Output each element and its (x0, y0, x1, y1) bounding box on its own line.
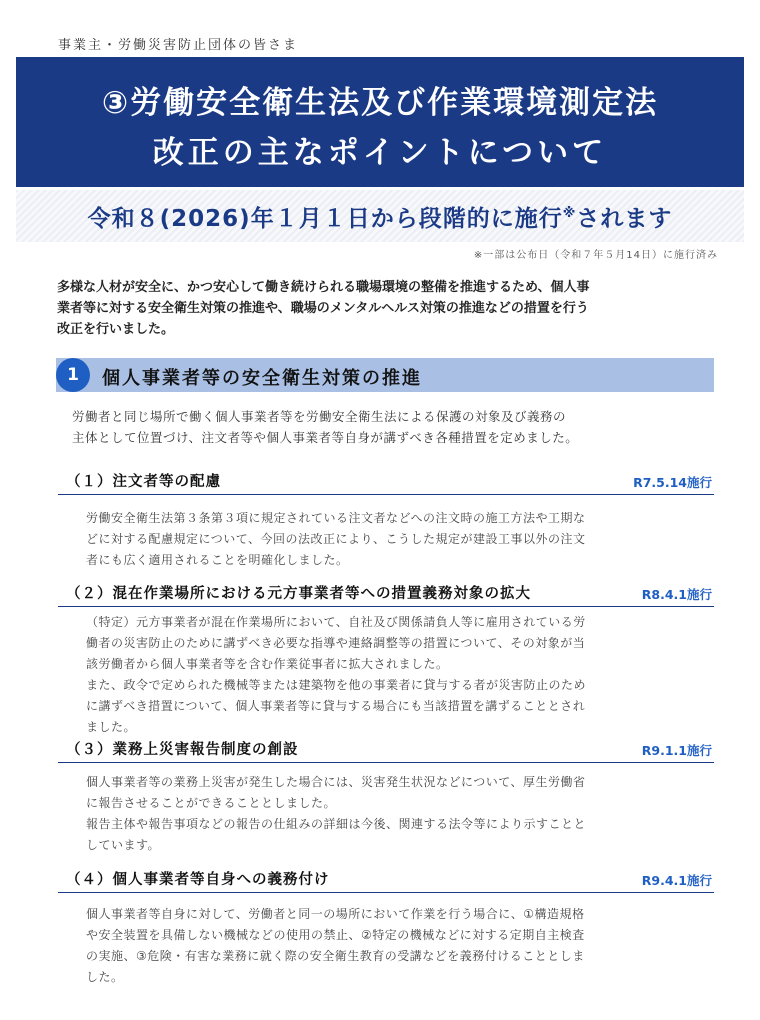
section-header (56, 358, 714, 392)
page-title-line1: ③労働安全衛生法及び作業環境測定法 (101, 85, 659, 121)
footnote-mark: ※ (562, 206, 577, 221)
body-line: 個人事業者等自身に対して、労働者と同一の場所において作業を行う場合に、①構造規格 (86, 907, 585, 921)
body-line: ました。 (86, 720, 137, 734)
subsection-title: （１）注文者等の配慮 (66, 474, 221, 490)
subsection-title: （３）業務上災害報告制度の創設 (66, 742, 299, 758)
subsection-title: （４）個人事業者等自身への義務付け (66, 872, 330, 888)
body-line: に講ずべき措置について、個人事業者等に貸与する場合にも当該措置を講ずることとされ (86, 699, 586, 713)
body-line: また、政令で定められた機械等または建築物を他の事業者に貸与する者が災害防止のため (86, 678, 587, 692)
section-number-badge: 1 (56, 358, 90, 392)
body-line: 者にも広く適用されることを明確化しました。 (86, 553, 349, 567)
body-line: に報告させることができることとしました。 (86, 796, 337, 810)
body-line: 個人事業者等の業務上災害が発生した場合には、災害発生状況などについて、厚生労働省 (86, 775, 586, 789)
body-line: した。 (86, 970, 124, 984)
page-title-line2: 改正の主なポイントについて (152, 135, 608, 171)
section-lead-line: 労働者と同じ場所で働く個人事業者等を労働安全衛生法による保護の対象及び義務の (72, 409, 567, 424)
subsection-header (58, 736, 714, 763)
subsection-effective-date: R9.4.1施行 (641, 873, 712, 888)
body-line: の実施、③危険・有害な業務に就く際の安全衛生教育の受講などを義務付けることとしま (86, 949, 585, 963)
section-title: 個人事業者等の安全衛生対策の推進 (102, 368, 422, 389)
body-line: どに対する配慮規定について、今回の法改正により、こうした規定が建設工事以外の注文 (86, 532, 586, 546)
subsection-effective-date: R7.5.14施行 (633, 475, 712, 490)
body-line: （特定）元方事業者が混在作業場所において、自社及び関係請負人等に雇用されている労 (86, 615, 586, 629)
body-line: しています。 (86, 838, 161, 852)
effective-date-main: 令和８(2026)年１月１日から段階的に施行 (87, 206, 563, 232)
body-line: 報告主体や報告事項などの報告の仕組みの詳細は今後、関連する法令等により示すことと (86, 817, 587, 831)
audience-label: 事業主・労働災害防止団体の皆さま (58, 38, 299, 53)
subsection-header (58, 580, 714, 607)
effective-date-suffix: されます (576, 206, 673, 232)
effective-date-band (16, 190, 744, 242)
intro-line: 改正を行いました。 (57, 322, 175, 337)
subsection-effective-date: R9.1.1施行 (641, 743, 712, 758)
subsection-title: （２）混在作業場所における元方事業者等への措置義務対象の拡大 (66, 586, 531, 602)
intro-line: 多様な人材が安全に、かつ安心して働き続けられる職場環境の整備を推進するため、個人事 (57, 280, 590, 295)
footnote: ※一部は公布日（令和７年５月14日）に施行済み (473, 250, 718, 261)
body-line: 労働安全衛生法第３条第３項に規定されている注文者などへの注文時の施工方法や工期な (86, 511, 586, 525)
subsection-header (58, 866, 714, 893)
body-line: や安全装置を具備しない機械などの使用の禁止、②特定の機械などに対する定期自主検査 (86, 928, 585, 942)
subsection-effective-date: R8.4.1施行 (641, 587, 712, 602)
intro-line: 業者等に対する安全衛生対策の推進や、職場のメンタルヘルス対策の推進などの措置を行う (57, 301, 589, 316)
subsection-header (58, 468, 714, 495)
subsection-body (86, 772, 686, 856)
section-lead-line: 主体として位置づけ、注文者等や個人事業者等自身が講ずべき各種措置を定めました。 (72, 430, 579, 445)
body-line: 働者の災害防止のために講ずべき必要な指導や連絡調整等の措置について、その対象が当 (86, 636, 586, 650)
title-banner (16, 57, 744, 187)
section-lead (72, 406, 712, 448)
body-line: 該労働者から個人事業者等を含む作業従事者に拡大されました。 (86, 657, 449, 671)
subsection-body (86, 508, 686, 571)
subsection-body (86, 904, 686, 988)
subsection-body (86, 612, 686, 738)
effective-date-text (16, 200, 744, 233)
intro-paragraph (57, 277, 707, 340)
